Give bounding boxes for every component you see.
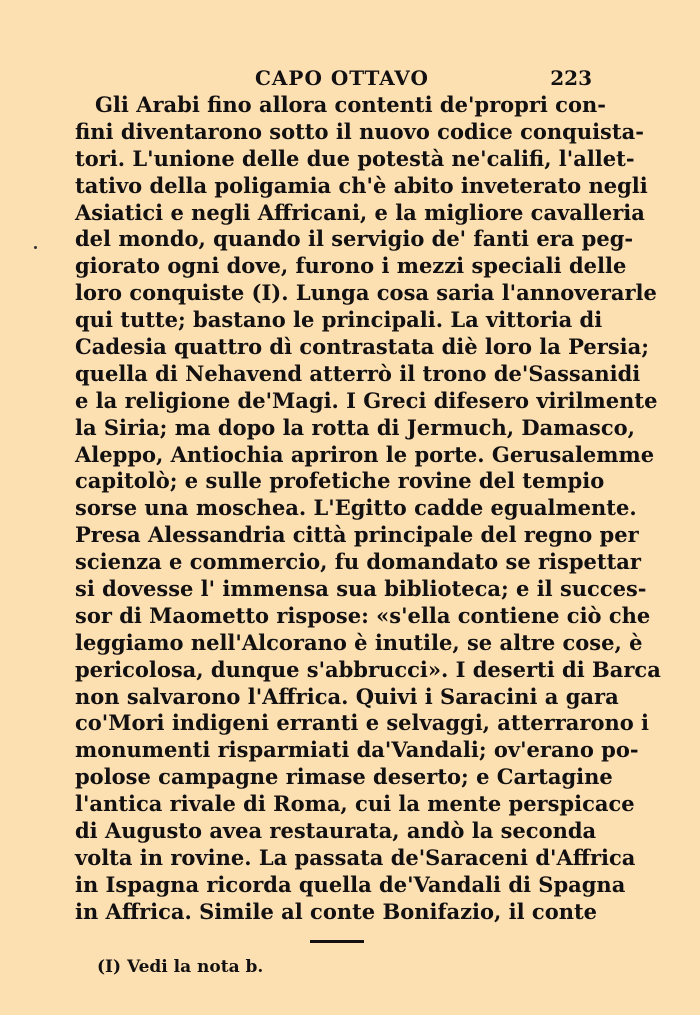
text-line: e la religione de'Magi. I Greci difesero virilmente <box>75 387 658 413</box>
text-line: in Ispagna ricorda quella de'Vandali di Spagna <box>75 871 626 897</box>
text-line: Gli Arabi fino allora contenti de'propri con- <box>95 92 606 117</box>
body-text <box>75 92 661 926</box>
text-line: giorato ogni dove, furono i mezzi speciali delle <box>75 253 627 279</box>
text-line: co'Mori indigeni erranti e selvaggi, atterrarono i <box>75 710 650 736</box>
text-line: quella di Nehavend atterrò il trono de'Sassanidi <box>75 360 641 386</box>
stray-mark <box>34 246 37 249</box>
footnote: (I) Vedi la nota b. <box>97 957 264 977</box>
text-line: Presa Alessandria città principale del regno per <box>75 522 639 548</box>
text-line: Cadesia quattro dì contrastata diè loro la Persia; <box>75 334 649 360</box>
text-line: sorse una moschea. L'Egitto cadde egualmente. <box>75 495 637 521</box>
text-line: la Siria; ma dopo la rotta di Jermuch, Damasco, <box>75 414 635 440</box>
footnote-rule <box>310 940 364 943</box>
text-line: leggiamo nell'Alcorano è inutile, se altre cose, è <box>75 629 643 655</box>
text-line: l'antica rivale di Roma, cui la mente perspicace <box>75 791 635 817</box>
text-line: loro conquiste (I). Lunga cosa saria l'annoverarle <box>75 280 657 306</box>
text-line: Aleppo, Antiochia apriron le porte. Gerusalemme <box>75 441 655 467</box>
text-line: in Affrica. Simile al conte Bonifazio, il conte <box>75 898 598 924</box>
text-line: Asiatici e negli Affricani, e la migliore cavalleria <box>75 199 645 225</box>
page-number: 223 <box>550 66 592 90</box>
text-line: sor di Maometto rispose: «s'ella contiene ciò che <box>75 602 651 628</box>
text-line: qui tutte; bastano le principali. La vittoria di <box>75 307 603 333</box>
text-line: scienza e commercio, fu domandato se rispettar <box>75 549 641 575</box>
text-line: di Augusto avea restaurata, andò la seconda <box>75 818 597 844</box>
text-line: capitolò; e sulle profetiche rovine del tempio <box>75 468 605 494</box>
text-line: si dovesse l' immensa sua biblioteca; e il succes- <box>75 576 647 602</box>
running-title: CAPO OTTAVO <box>255 66 429 90</box>
text-line: pericolosa, dunque s'abbrucci». I deserti di Barca <box>75 656 661 682</box>
text-line: volta in rovine. La passata de'Saraceni d'Affrica <box>75 844 636 870</box>
text-line: non salvarono l'Affrica. Quivi i Saracini a gara <box>75 683 619 709</box>
text-line: tativo della poligamia ch'è abito inveterato negli <box>75 172 648 198</box>
text-line: monumenti risparmiati da'Vandali; ov'erano po- <box>75 737 639 763</box>
running-header <box>75 66 592 92</box>
text-line: del mondo, quando il servigio de' fanti era peg- <box>75 226 634 252</box>
text-line: polose campagne rimase deserto; e Cartagine <box>75 764 613 790</box>
text-line: tori. L'unione delle due potestà ne'califi, l'allet- <box>75 145 635 171</box>
text-line: fini diventarono sotto il nuovo codice conquista- <box>75 118 644 144</box>
